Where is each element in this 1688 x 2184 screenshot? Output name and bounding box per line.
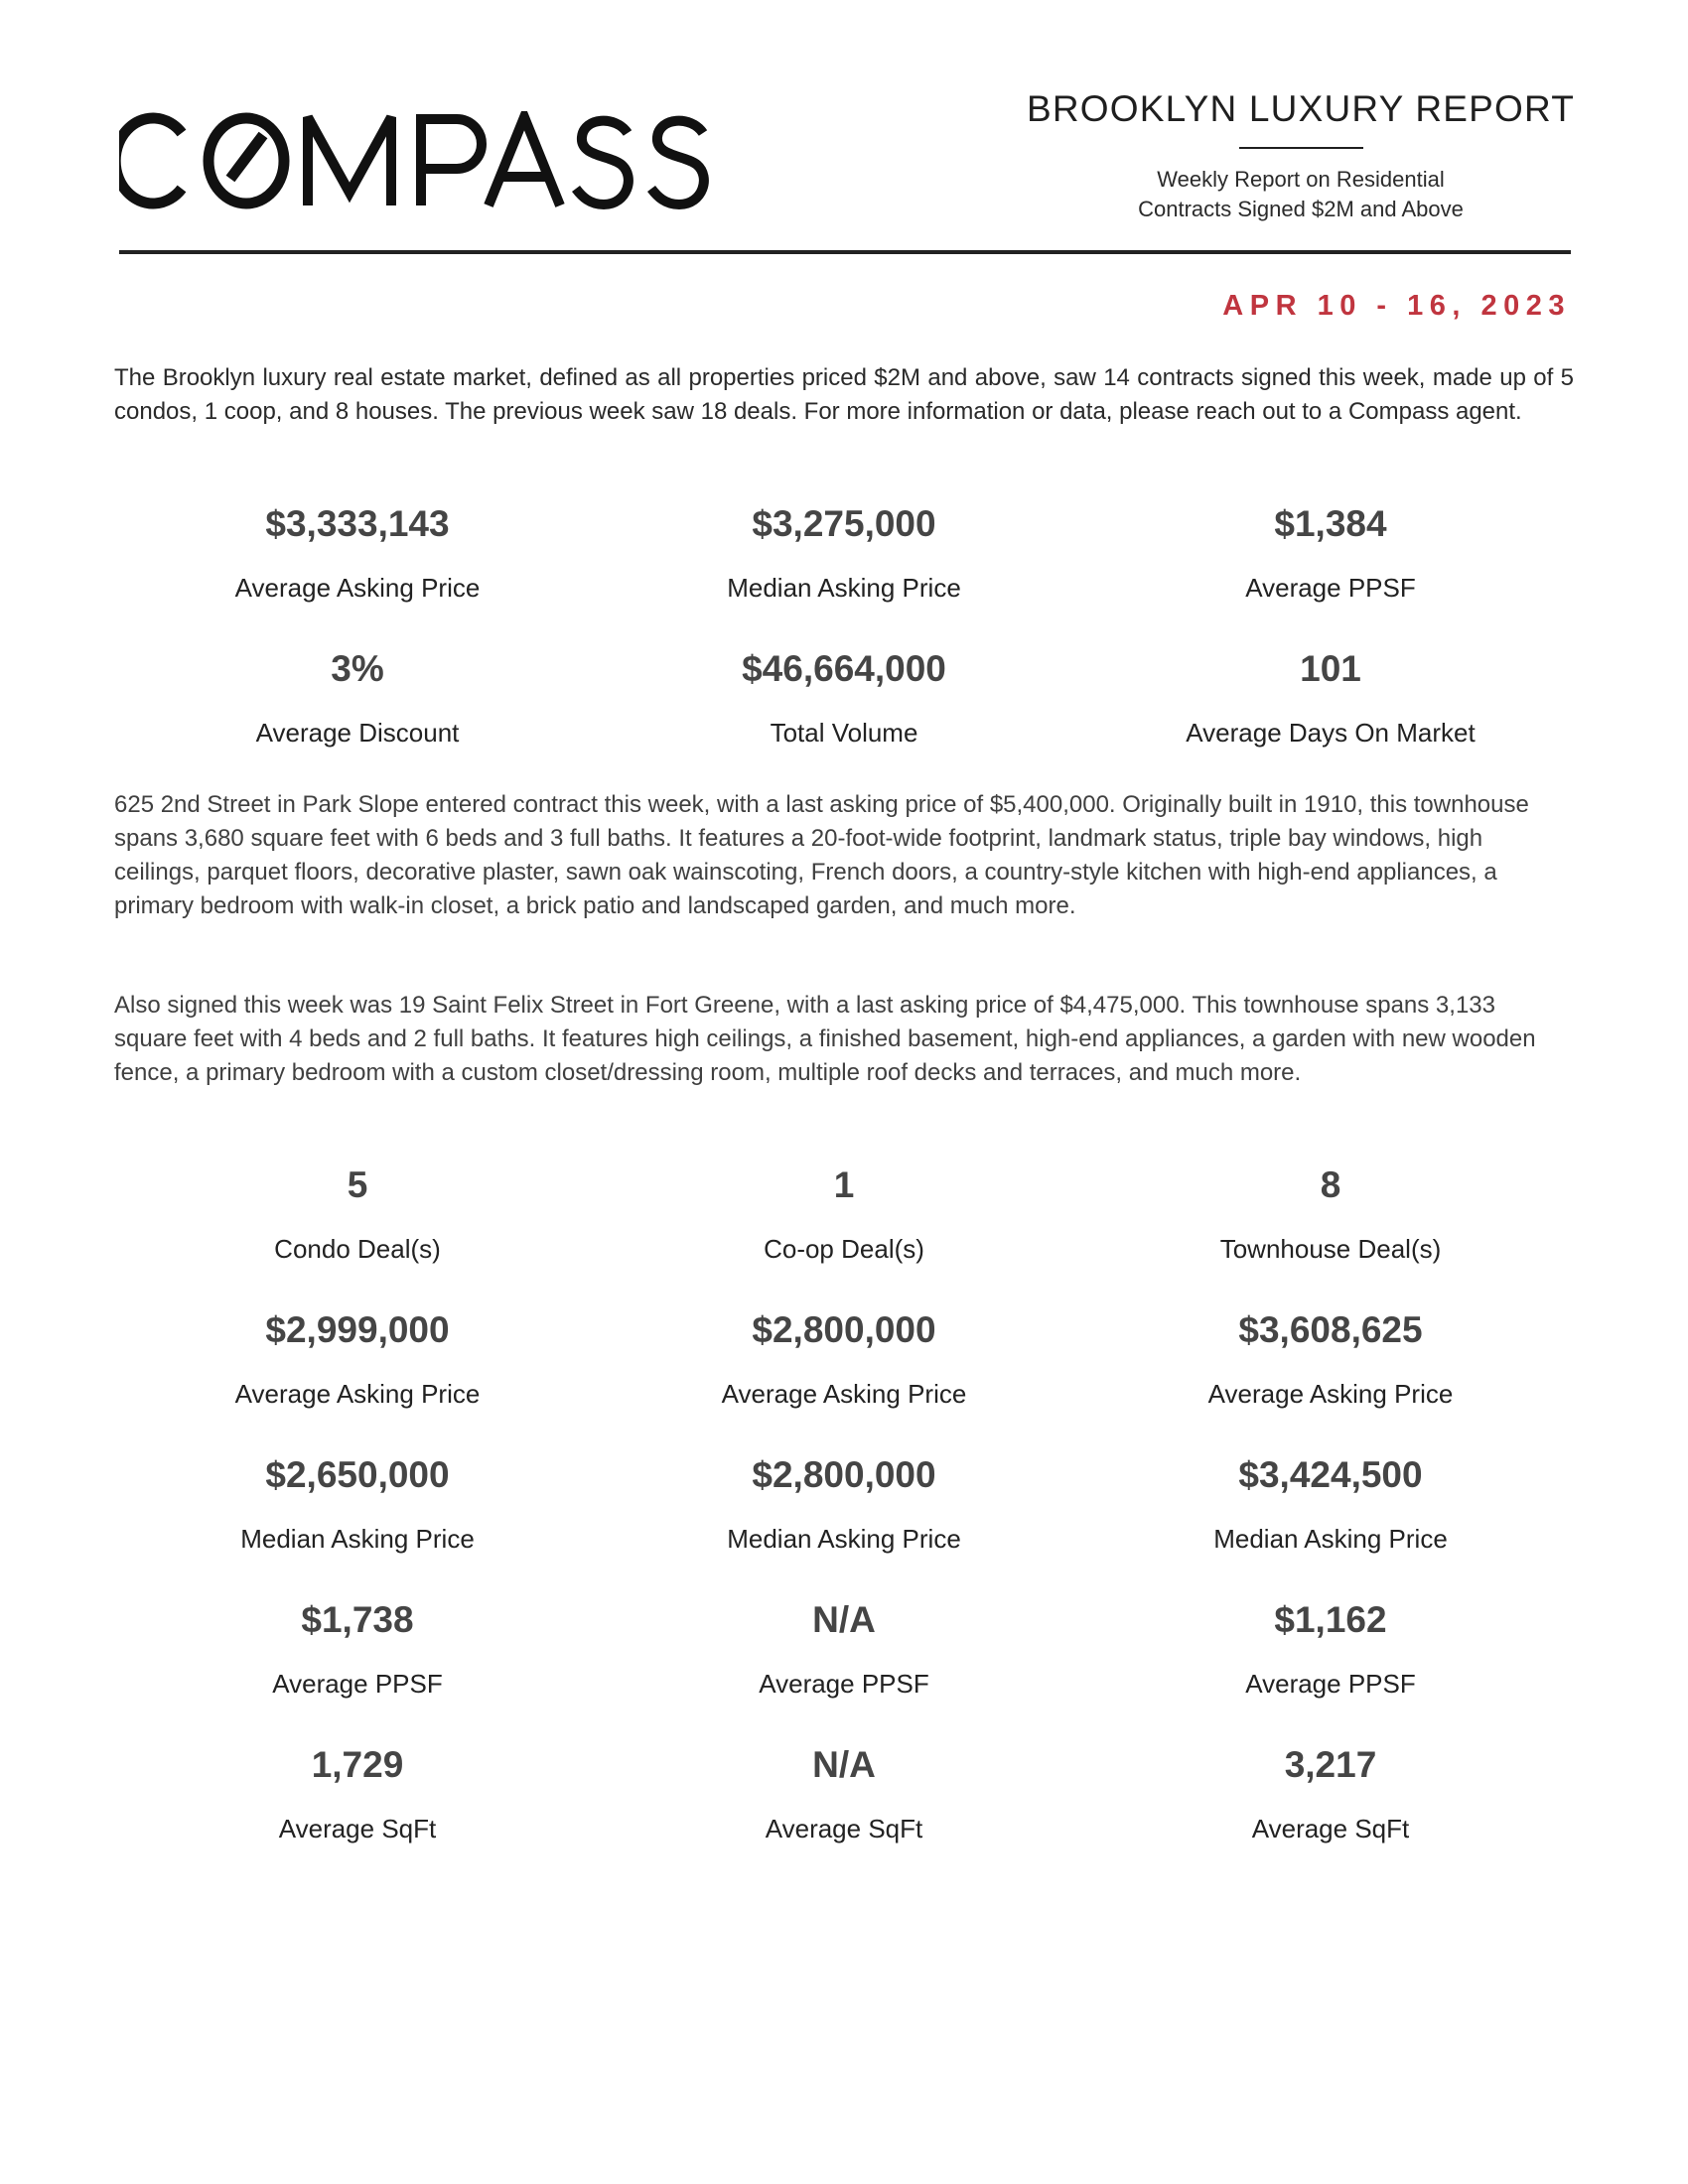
intro-paragraph: The Brooklyn luxury real estate market, defined as all properties priced $2M and above, saw 14 contracts signed this week, made up of 5 condos, 1 coop, and 8 houses. The previous week saw 18 deals. For more information or data, please reach out to a Compass agent. [114, 364, 1574, 425]
stat-average-days-on-market [1087, 641, 1574, 786]
stat-label: Median Asking Price [1213, 1524, 1448, 1554]
report-subtitle-line-1: Weekly Report on Residential [1157, 167, 1445, 192]
property-type-breakdown [114, 1158, 1574, 1882]
stat-value: $3,424,500 [1238, 1454, 1423, 1495]
townhouse-median-asking-price [1087, 1447, 1574, 1592]
report-title: BROOKLYN LUXURY REPORT [1026, 88, 1576, 129]
condo-median-asking-price [114, 1447, 601, 1592]
title-divider [1239, 147, 1363, 149]
stat-label: Average SqFt [278, 1814, 437, 1843]
summary-stats [114, 496, 1574, 786]
coop-average-ppsf [601, 1592, 1087, 1737]
stat-label: Median Asking Price [240, 1524, 475, 1554]
townhouse-average-ppsf [1087, 1592, 1574, 1737]
stat-label: Average PPSF [1245, 573, 1416, 603]
compass-wordmark-icon [119, 111, 735, 210]
stat-value: 3,217 [1284, 1744, 1377, 1785]
stat-label: Median Asking Price [727, 573, 961, 603]
stat-value: N/A [812, 1599, 876, 1640]
coop-average-sqft [601, 1737, 1087, 1882]
condo-average-ppsf [114, 1592, 601, 1737]
stat-value: $3,333,143 [265, 503, 450, 544]
stat-label: Average SqFt [765, 1814, 923, 1843]
townhouse-average-sqft [1087, 1737, 1574, 1882]
stat-label: Average Asking Price [234, 573, 481, 603]
stat-value: $1,384 [1274, 503, 1387, 544]
stat-label: Average Asking Price [1207, 1379, 1454, 1409]
stat-total-volume [601, 641, 1087, 786]
stat-label: Condo Deal(s) [274, 1234, 441, 1264]
compass-logo [119, 111, 735, 210]
stat-value: 1,729 [311, 1744, 404, 1785]
stat-value: $1,738 [301, 1599, 414, 1640]
condo-average-asking-price [114, 1302, 601, 1447]
coop-average-asking-price [601, 1302, 1087, 1447]
stat-label: Average SqFt [1251, 1814, 1410, 1843]
coop-deals [601, 1158, 1087, 1302]
featured-story-1: 625 2nd Street in Park Slope entered contract this week, with a last asking price of $5,400,000. Originally built in 1910, this townhouse spans 3,680 square feet with 6 beds and 3 full baths. It features a 20-foot-wide footprint, landmark status, triple bay windows, high ceilings, parquet floors, decorative plaster, sawn oak wainscoting, French doors, a country-style kitchen with high-end appliances, a primary bedroom with walk-in closet, a brick patio and landscaped garden, and much more. [114, 791, 1529, 919]
stat-value: $2,800,000 [752, 1454, 936, 1495]
date-range: APR 10 - 16, 2023 [1222, 290, 1571, 322]
stat-label: Average PPSF [272, 1669, 443, 1699]
stat-label: Average Discount [255, 718, 460, 748]
stat-label: Average Asking Price [234, 1379, 481, 1409]
townhouse-average-asking-price [1087, 1302, 1574, 1447]
stat-value: 8 [1320, 1164, 1341, 1205]
townhouse-deals [1087, 1158, 1574, 1302]
featured-story-2: Also signed this week was 19 Saint Felix Street in Fort Greene, with a last asking price of $4,475,000. This townhouse spans 3,133 square feet with 4 beds and 2 full baths. It features high ceilings, a finished basement, high-end appliances, a garden with new wooden fence, a primary bedroom with a custom closet/dressing room, multiple roof decks and terraces, and much more. [114, 992, 1536, 1086]
stat-label: Average Asking Price [721, 1379, 967, 1409]
stat-value: $2,650,000 [265, 1454, 450, 1495]
stat-value: 5 [347, 1164, 368, 1205]
condo-deals [114, 1158, 601, 1302]
stat-label: Co-op Deal(s) [764, 1234, 924, 1264]
condo-average-sqft [114, 1737, 601, 1882]
stat-value: 3% [331, 648, 384, 689]
report-subtitle-line-2: Contracts Signed $2M and Above [1138, 197, 1464, 221]
stat-value: $2,999,000 [265, 1309, 450, 1350]
stat-label: Average PPSF [1245, 1669, 1416, 1699]
stat-value: $1,162 [1274, 1599, 1387, 1640]
stat-value: $2,800,000 [752, 1309, 936, 1350]
coop-median-asking-price [601, 1447, 1087, 1592]
stat-value: 101 [1300, 648, 1361, 689]
stat-label: Total Volume [770, 718, 918, 748]
stat-value: $3,608,625 [1238, 1309, 1423, 1350]
stat-label: Average Days On Market [1186, 718, 1476, 748]
stat-value: 1 [833, 1164, 855, 1205]
header-divider [119, 250, 1571, 254]
stat-average-ppsf [1087, 496, 1574, 641]
stat-label: Median Asking Price [727, 1524, 961, 1554]
stat-average-discount [114, 641, 601, 786]
stat-value: N/A [812, 1744, 876, 1785]
stat-average-asking-price [114, 496, 601, 641]
stat-value: $46,664,000 [742, 648, 946, 689]
stat-label: Townhouse Deal(s) [1219, 1234, 1442, 1264]
report-heading [1023, 87, 1579, 224]
stat-label: Average PPSF [759, 1669, 929, 1699]
stat-median-asking-price [601, 496, 1087, 641]
stat-value: $3,275,000 [752, 503, 936, 544]
